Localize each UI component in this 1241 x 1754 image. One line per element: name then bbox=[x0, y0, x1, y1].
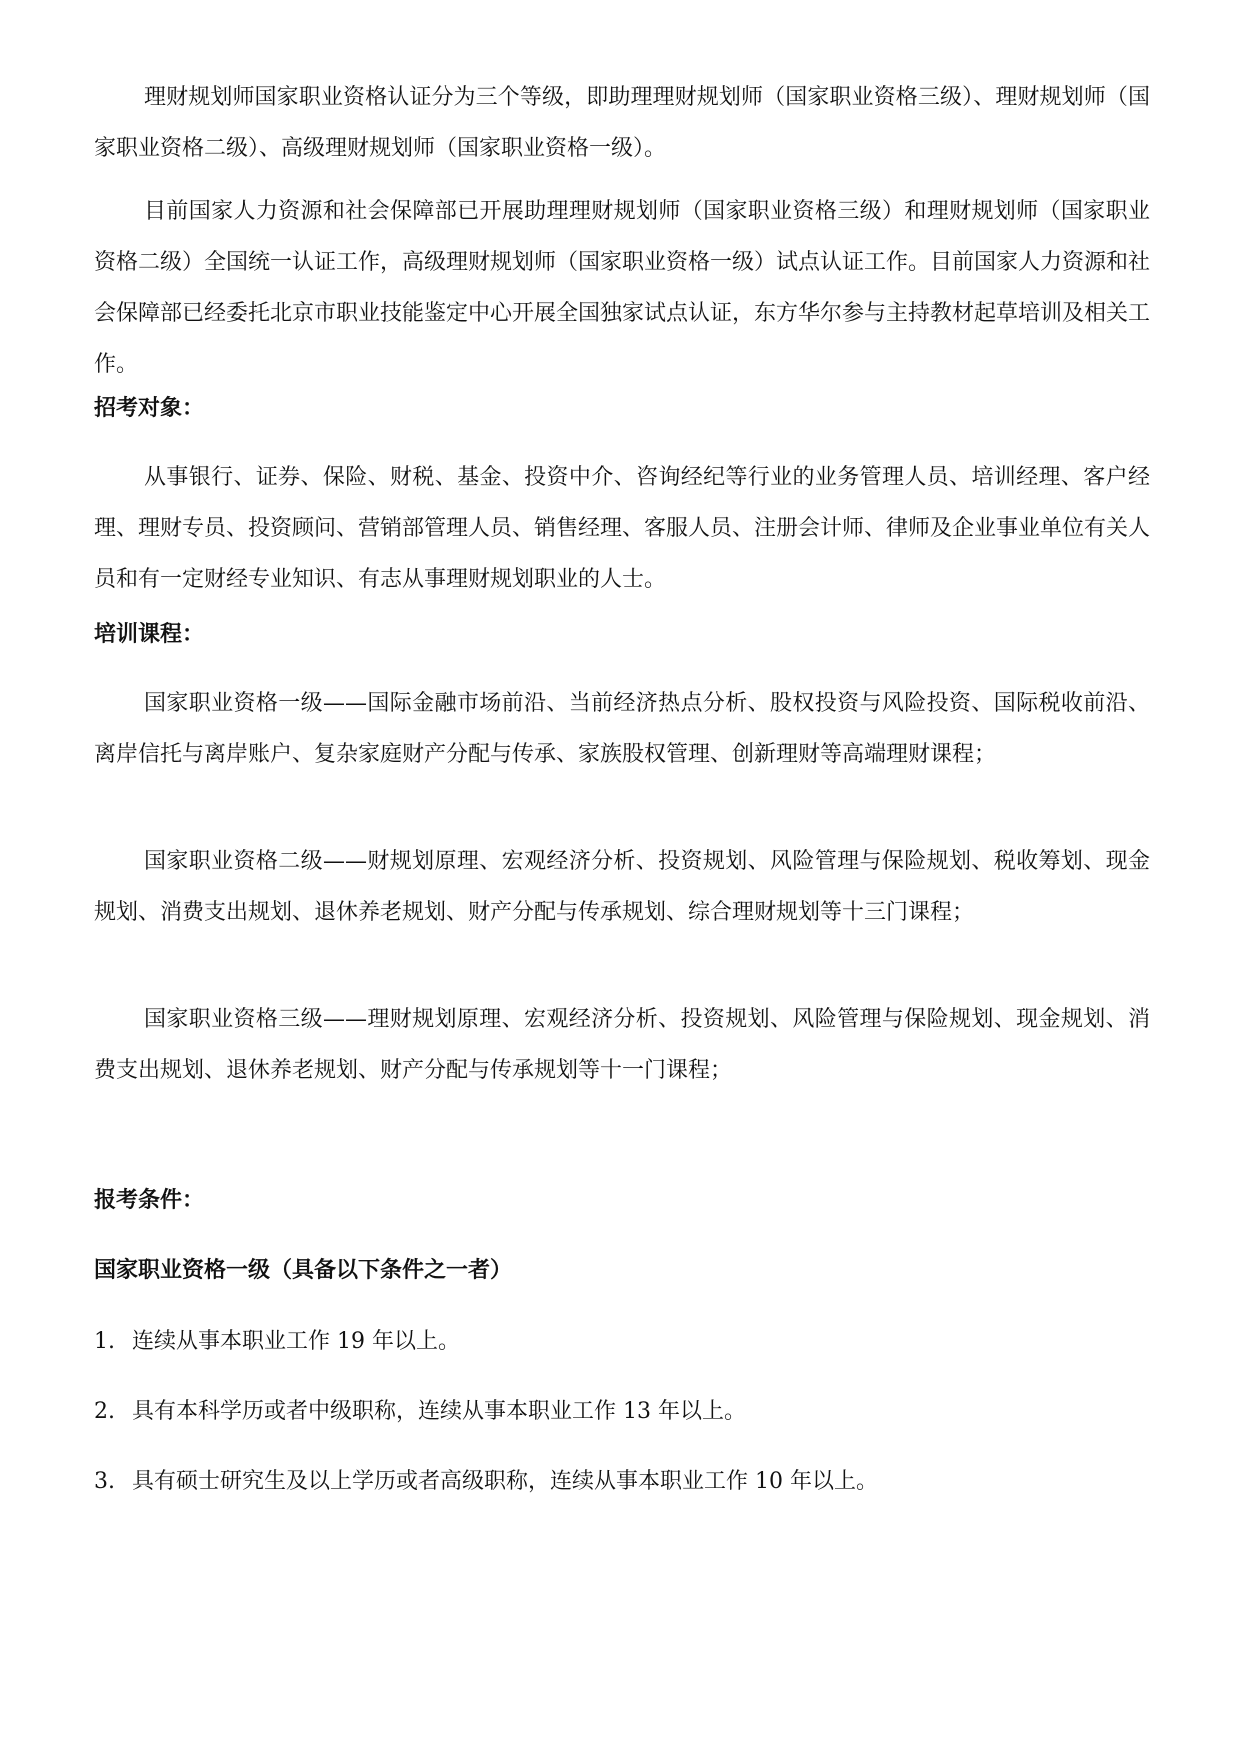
course-level2-paragraph: 国家职业资格二级——财规划原理、宏观经济分析、投资规划、风险管理与保险规划、税收筹划、现金规划、消费支出规划、退休养老规划、财产分配与传承规划、综合理财规划等十三门课程； bbox=[94, 849, 1150, 925]
target-paragraph: 从事银行、证券、保险、财税、基金、投资中介、咨询经纪等行业的业务管理人员、培训经理、客户经理、理财专员、投资顾问、营销部管理人员、销售经理、客服人员、注册会计师、律师及企业事业单位有关人员和有一定财经专业知识、有志从事理财规划职业的人士。 bbox=[94, 465, 1151, 592]
condition-item-number: 2. bbox=[94, 1399, 115, 1424]
conditions-heading: 报考条件： bbox=[94, 1187, 205, 1213]
course-level1-paragraph: 国家职业资格一级——国际金融市场前沿、当前经济热点分析、股权投资与风险投资、国际税收前沿、离岸信托与离岸账户、复杂家庭财产分配与传承、家族股权管理、创新理财等高端理财课程； bbox=[94, 691, 1150, 767]
condition-item-2 bbox=[94, 1392, 746, 1432]
intro-paragraph-2: 目前国家人力资源和社会保障部已开展助理理财规划师（国家职业资格三级）和理财规划师（国家职业资格二级）全国统一认证工作，高级理财规划师（国家职业资格一级）试点认证工作。目前国家人力资源和社会保障部已经委托北京市职业技能鉴定中心开展全国独家试点认证，东方华尔参与主持教材起草培训及相关工作。 bbox=[94, 199, 1151, 377]
condition-item-text: 具有硕士研究生及以上学历或者高级职称，连续从事本职业工作 10 年以上。 bbox=[132, 1469, 878, 1494]
condition-item-3 bbox=[94, 1462, 878, 1502]
condition-item-1 bbox=[94, 1322, 460, 1362]
course-level3-paragraph: 国家职业资格三级——理财规划原理、宏观经济分析、投资规划、风险管理与保险规划、现金规划、消费支出规划、退休养老规划、财产分配与传承规划等十一门课程； bbox=[94, 1007, 1150, 1083]
condition-item-number: 3. bbox=[94, 1469, 115, 1494]
condition-item-text: 连续从事本职业工作 19 年以上。 bbox=[132, 1329, 460, 1354]
intro-paragraph-1: 理财规划师国家职业资格认证分为三个等级，即助理理财规划师（国家职业资格三级）、理财规划师（国家职业资格二级）、高级理财规划师（国家职业资格一级）。 bbox=[94, 85, 1150, 161]
condition-item-text: 具有本科学历或者中级职称，连续从事本职业工作 13 年以上。 bbox=[132, 1399, 746, 1424]
target-heading: 招考对象： bbox=[94, 395, 205, 421]
courses-heading: 培训课程： bbox=[94, 621, 205, 647]
conditions-level1-heading: 国家职业资格一级（具备以下条件之一者） bbox=[94, 1257, 513, 1283]
condition-item-number: 1. bbox=[94, 1329, 115, 1354]
